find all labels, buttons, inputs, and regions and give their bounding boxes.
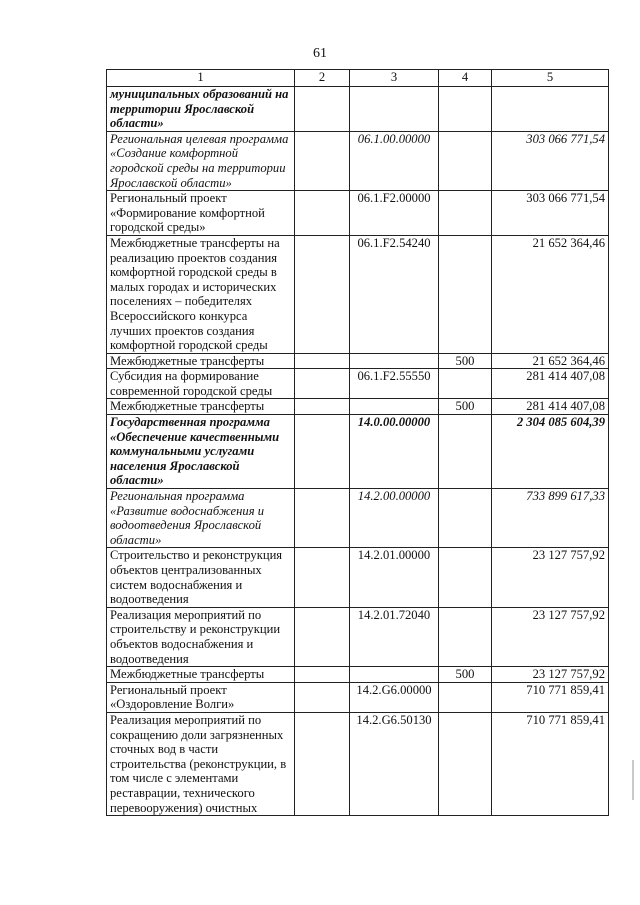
table-row <box>107 399 609 415</box>
page-number: 61 <box>313 46 327 61</box>
row-code-cell <box>350 667 439 683</box>
table-header-row <box>107 70 609 87</box>
row-type-cell: 500 <box>439 353 492 369</box>
table-row <box>107 548 609 607</box>
budget-table <box>106 69 609 816</box>
row-amount-cell: 710 771 859,41 <box>492 682 609 712</box>
table-row <box>107 607 609 666</box>
row-name-cell: Государственная программа «Обеспечение качественными коммунальными услугами населения Ярославской области» <box>107 415 295 489</box>
row-type-cell: 500 <box>439 399 492 415</box>
table-row <box>107 369 609 399</box>
row-code-cell <box>350 353 439 369</box>
row-col2-cell <box>295 712 350 815</box>
row-amount-cell: 23 127 757,92 <box>492 607 609 666</box>
row-type-cell <box>439 131 492 190</box>
row-type-cell <box>439 369 492 399</box>
row-code-cell: 06.1.00.00000 <box>350 131 439 190</box>
row-amount-cell: 281 414 407,08 <box>492 399 609 415</box>
row-amount-cell: 21 652 364,46 <box>492 235 609 353</box>
row-col2-cell <box>295 353 350 369</box>
column-header: 5 <box>492 70 609 87</box>
column-header: 1 <box>107 70 295 87</box>
row-col2-cell <box>295 682 350 712</box>
row-code-cell: 14.2.G6.00000 <box>350 682 439 712</box>
row-col2-cell <box>295 87 350 132</box>
table-row <box>107 667 609 683</box>
row-col2-cell <box>295 667 350 683</box>
row-code-cell: 14.2.G6.50130 <box>350 712 439 815</box>
row-name-cell: Межбюджетные трансферты на реализацию проектов создания комфортной городской среды в малых городах и исторических поселениях – победителях Всероссийского конкурса лучших проектов создания комфортной городской среды <box>107 235 295 353</box>
row-name-cell: Реализация мероприятий по сокращению доли загрязненных сточных вод в части строительства (реконструкции, в том числе с элементами реставрации, технического перевооружения) очистных <box>107 712 295 815</box>
row-code-cell: 06.1.F2.54240 <box>350 235 439 353</box>
row-code-cell: 14.2.01.00000 <box>350 548 439 607</box>
row-col2-cell <box>295 415 350 489</box>
row-type-cell <box>439 607 492 666</box>
row-type-cell <box>439 415 492 489</box>
row-amount-cell: 303 066 771,54 <box>492 131 609 190</box>
row-type-cell <box>439 489 492 548</box>
table-row <box>107 489 609 548</box>
row-amount-cell: 21 652 364,46 <box>492 353 609 369</box>
row-name-cell: Межбюджетные трансферты <box>107 353 295 369</box>
row-amount-cell: 710 771 859,41 <box>492 712 609 815</box>
row-name-cell: Строительство и реконструкция объектов централизованных систем водоснабжения и водоотведения <box>107 548 295 607</box>
table-row <box>107 235 609 353</box>
row-type-cell <box>439 682 492 712</box>
table-row <box>107 682 609 712</box>
column-header: 3 <box>350 70 439 87</box>
row-type-cell <box>439 235 492 353</box>
row-name-cell: Региональный проект «Формирование комфортной городской среды» <box>107 191 295 236</box>
row-amount-cell: 23 127 757,92 <box>492 667 609 683</box>
row-name-cell: Субсидия на формирование современной городской среды <box>107 369 295 399</box>
row-name-cell: Региональный проект «Оздоровление Волги» <box>107 682 295 712</box>
row-type-cell <box>439 87 492 132</box>
row-name-cell: Межбюджетные трансферты <box>107 667 295 683</box>
row-code-cell: 06.1.F2.55550 <box>350 369 439 399</box>
row-code-cell: 14.2.00.00000 <box>350 489 439 548</box>
row-amount-cell: 281 414 407,08 <box>492 369 609 399</box>
row-name-cell: Региональная целевая программа «Создание комфортной городской среды на территории Ярославской области» <box>107 131 295 190</box>
table-row <box>107 415 609 489</box>
row-amount-cell: 303 066 771,54 <box>492 191 609 236</box>
row-amount-cell: 23 127 757,92 <box>492 548 609 607</box>
row-name-cell: муниципальных образований на территории Ярославской области» <box>107 87 295 132</box>
column-header: 2 <box>295 70 350 87</box>
row-col2-cell <box>295 131 350 190</box>
row-code-cell: 06.1.F2.00000 <box>350 191 439 236</box>
row-code-cell: 14.0.00.00000 <box>350 415 439 489</box>
row-col2-cell <box>295 399 350 415</box>
row-amount-cell <box>492 87 609 132</box>
row-name-cell: Реализация мероприятий по строительству и реконструкции объектов водоснабжения и водоотведения <box>107 607 295 666</box>
table-row <box>107 353 609 369</box>
row-type-cell <box>439 548 492 607</box>
row-col2-cell <box>295 548 350 607</box>
row-amount-cell: 733 899 617,33 <box>492 489 609 548</box>
row-name-cell: Региональная программа «Развитие водоснабжения и водоотведения Ярославской области» <box>107 489 295 548</box>
row-col2-cell <box>295 235 350 353</box>
row-col2-cell <box>295 489 350 548</box>
row-type-cell: 500 <box>439 667 492 683</box>
table-row <box>107 131 609 190</box>
table-row <box>107 712 609 815</box>
row-type-cell <box>439 712 492 815</box>
row-code-cell: 14.2.01.72040 <box>350 607 439 666</box>
column-header: 4 <box>439 70 492 87</box>
row-col2-cell <box>295 607 350 666</box>
table-row <box>107 87 609 132</box>
row-code-cell <box>350 87 439 132</box>
row-name-cell: Межбюджетные трансферты <box>107 399 295 415</box>
row-col2-cell <box>295 191 350 236</box>
scan-edge-mark <box>632 760 634 800</box>
row-type-cell <box>439 191 492 236</box>
row-amount-cell: 2 304 085 604,39 <box>492 415 609 489</box>
row-col2-cell <box>295 369 350 399</box>
table-row <box>107 191 609 236</box>
row-code-cell <box>350 399 439 415</box>
